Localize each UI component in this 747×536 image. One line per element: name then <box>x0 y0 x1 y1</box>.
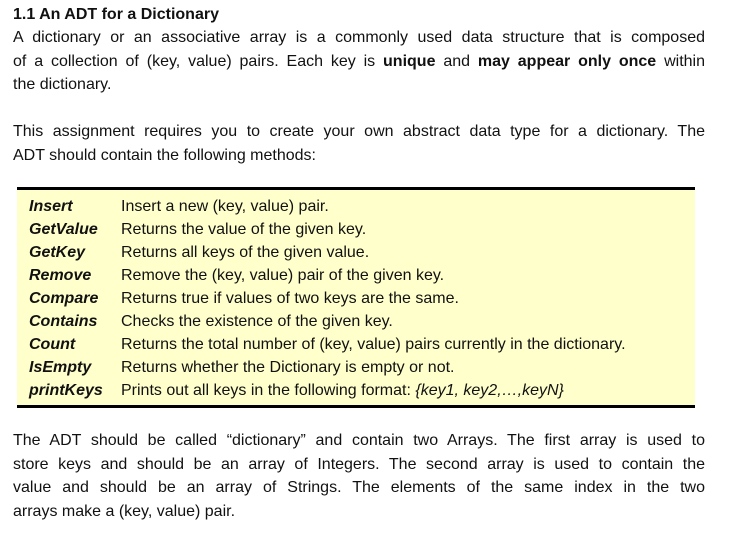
assignment-line-1: This assignment requires you to create your own abstract data type for a dictionary. The <box>13 123 705 140</box>
closing-line-4: arrays make a (key, value) pair. <box>13 502 236 520</box>
section-heading: 1.1 An ADT for a Dictionary <box>13 6 219 23</box>
intro-line-2 <box>13 50 705 74</box>
method-name: Remove <box>29 266 92 284</box>
closing-line-1: The ADT should be called “dictionary” and contain two Arrays. The first array is used to <box>13 432 705 449</box>
intro-line-2-middle: and <box>435 52 478 70</box>
assignment-paragraph <box>13 120 705 167</box>
method-name: Count <box>29 336 76 354</box>
method-name: Insert <box>29 197 73 215</box>
method-row-compare <box>17 287 695 310</box>
intro-line-2-end: within <box>656 52 705 70</box>
method-row-getvalue <box>17 218 695 241</box>
method-name: GetValue <box>29 220 98 238</box>
key-format: {key1, key2,…,keyN} <box>415 382 564 400</box>
method-description: Returns whether the Dictionary is empty or not. <box>121 359 455 377</box>
method-description: Checks the existence of the given key. <box>121 313 393 331</box>
method-name: Contains <box>29 313 98 331</box>
method-row-remove <box>17 264 695 287</box>
closing-line-2: store keys and should be an array of Integers. The second array is used to contain the <box>13 455 705 473</box>
method-description <box>121 382 564 400</box>
method-description: Returns all keys of the given value. <box>121 243 370 261</box>
method-row-isempty <box>17 357 695 380</box>
method-row-insert <box>17 195 695 218</box>
method-name: Compare <box>29 289 99 307</box>
assignment-line-2: ADT should contain the following methods: <box>13 146 316 164</box>
method-description: Returns the total number of (key, value) pairs currently in the dictionary. <box>121 336 626 354</box>
method-description-text: Prints out all keys in the following format: <box>121 382 416 400</box>
intro-line-1: A dictionary or an associative array is a commonly used data structure that is composed <box>13 29 705 46</box>
once-emphasis: may appear only once <box>477 52 657 70</box>
method-name: IsEmpty <box>29 359 92 377</box>
method-description: Insert a new (key, value) pair. <box>121 197 329 215</box>
closing-line-3: value and should be an array of Strings. The elements of the same index in the two <box>13 479 705 496</box>
closing-paragraph <box>13 429 705 523</box>
method-row-count <box>17 334 695 357</box>
method-row-getkey <box>17 241 695 264</box>
method-name: GetKey <box>29 243 86 261</box>
method-row-contains <box>17 310 695 333</box>
method-description: Returns true if values of two keys are the same. <box>121 289 459 307</box>
intro-line-2-start: of a collection of (key, value) pairs. Each key is <box>13 52 384 70</box>
unique-emphasis: unique <box>383 52 436 70</box>
methods-table <box>17 187 695 408</box>
method-description: Remove the (key, value) pair of the given key. <box>121 266 445 284</box>
intro-paragraph <box>13 26 705 97</box>
method-row-printkeys <box>17 380 695 403</box>
method-name: printKeys <box>29 382 103 400</box>
method-description: Returns the value of the given key. <box>121 220 367 238</box>
intro-line-3: the dictionary. <box>13 76 112 93</box>
